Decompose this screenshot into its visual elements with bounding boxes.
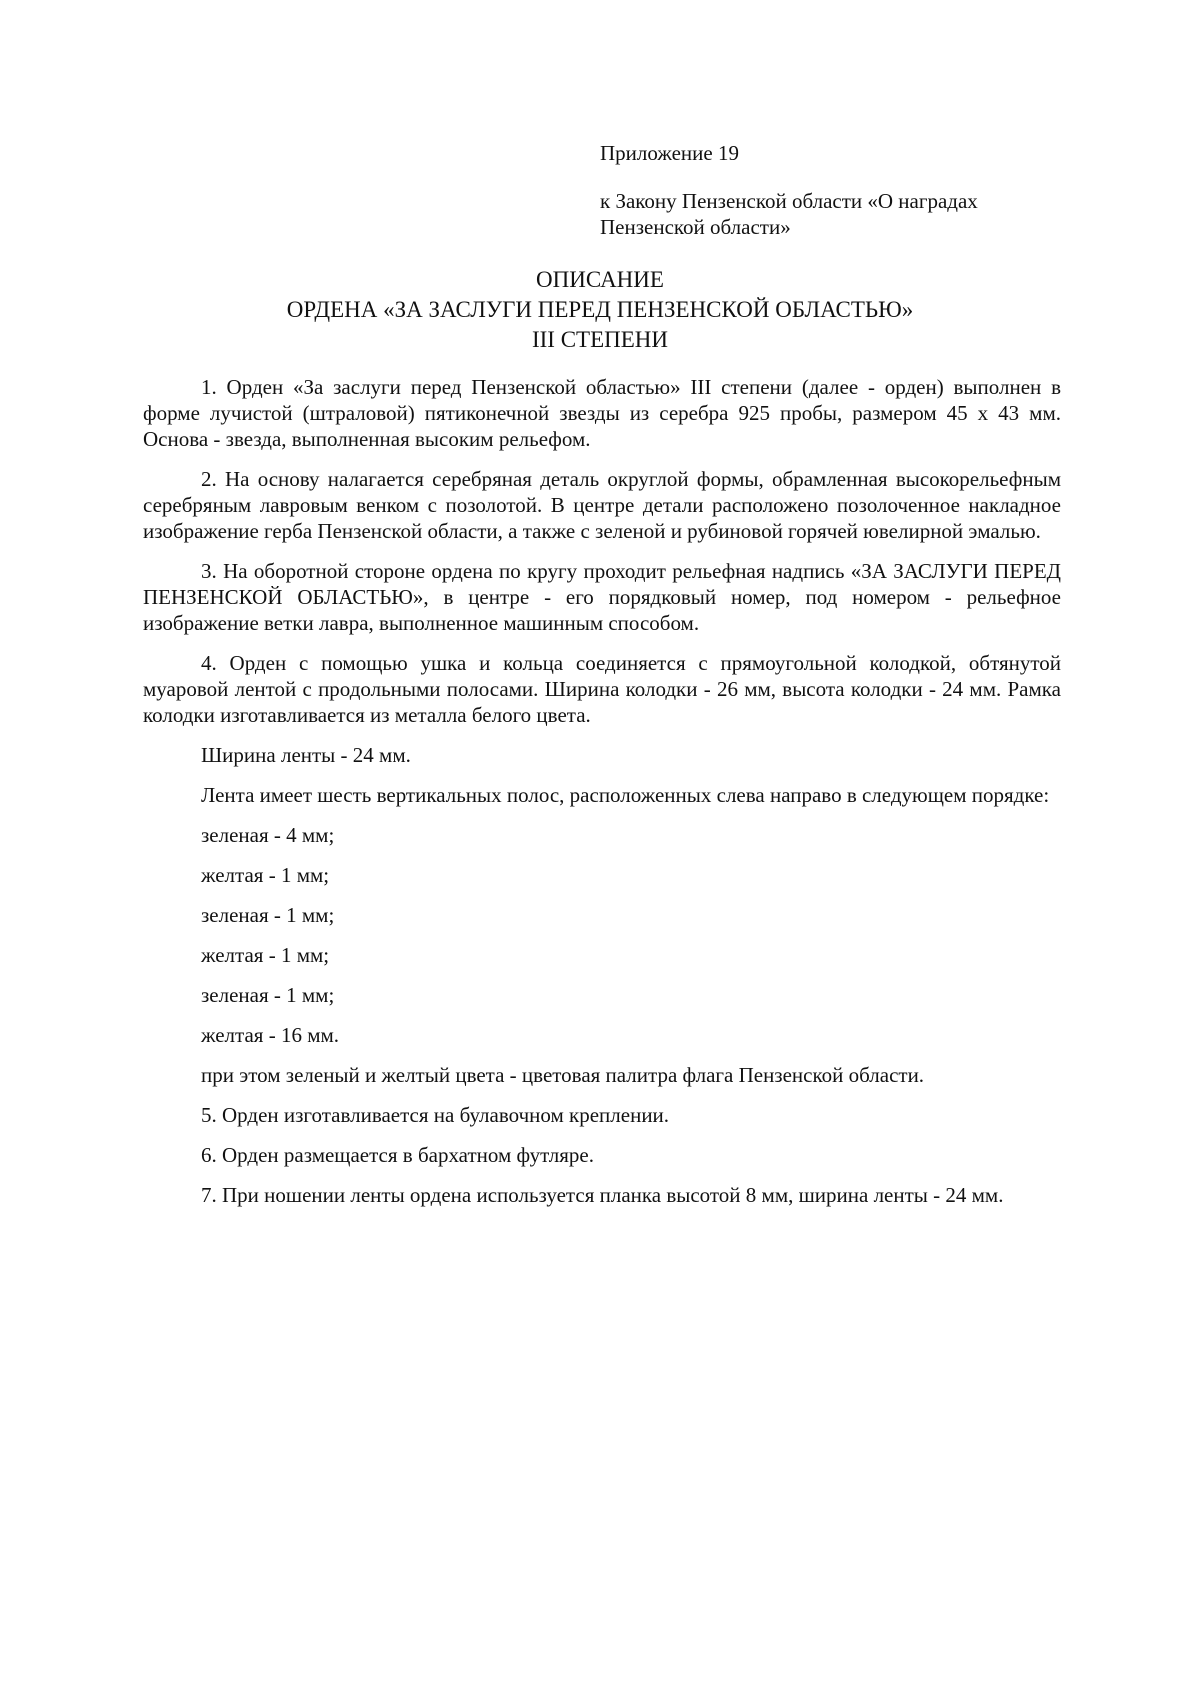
paragraph-7: 7. При ношении ленты ордена используется планка высотой 8 мм, ширина ленты - 24 мм. [201, 1183, 1004, 1207]
paragraph-5: 5. Орден изготавливается на булавочном креплении. [201, 1103, 670, 1127]
title-line-2: ОРДЕНА «ЗА ЗАСЛУГИ ПЕРЕД ПЕНЗЕНСКОЙ ОБЛАСТЬЮ» [286, 297, 914, 322]
title-line-3: III СТЕПЕНИ [531, 327, 669, 352]
paragraph-2: 2. На основу налагается серебряная деталь округлой формы, обрамленная высокорельефным серебряным лавровым венком с позолотой. В центре детали расположено позолоченное накладное изображение герба Пензенской области, а также с зеленой и рубиновой горячей ювелирной эмалью. [143, 467, 1061, 543]
stripe-item: желтая - 1 мм; [201, 863, 330, 887]
title-line-1: ОПИСАНИЕ [536, 267, 664, 292]
stripe-item: желтая - 1 мм; [201, 943, 330, 967]
appendix-header [600, 140, 1080, 240]
paragraph-6: 6. Орден размещается в бархатном футляре. [201, 1143, 594, 1167]
appendix-reference: к Закону Пензенской области «О наградах Пензенской области» [600, 189, 978, 239]
stripe-item: зеленая - 4 мм; [201, 823, 335, 847]
paragraph-1: 1. Орден «За заслуги перед Пензенской областью» III степени (далее - орден) выполнен в форме лучистой (штраловой) пятиконечной звезды из серебра 925 пробы, размером 45 x 43 мм. Основа - звезда, выполненная высоким рельефом. [143, 375, 1061, 451]
stripes-intro: Лента имеет шесть вертикальных полос, расположенных слева направо в следующем порядке: [201, 783, 1050, 807]
paragraph-4: 4. Орден с помощью ушка и кольца соединяется с прямоугольной колодкой, обтянутой муаровой лентой с продольными полосами. Ширина колодки - 26 мм, высота колодки - 24 мм. Рамка колодки изготавливается из металла белого цвета. [143, 651, 1061, 727]
stripe-item: желтая - 16 мм. [201, 1023, 340, 1047]
palette-note: при этом зеленый и желтый цвета - цветовая палитра флага Пензенской области. [201, 1063, 925, 1087]
stripe-item: зеленая - 1 мм; [201, 983, 335, 1007]
document-body [143, 374, 1061, 1222]
ribbon-width-line: Ширина ленты - 24 мм. [201, 743, 411, 767]
document-title [140, 265, 1060, 355]
appendix-number: Приложение 19 [600, 141, 739, 165]
paragraph-3: 3. На оборотной стороне ордена по кругу проходит рельефная надпись «ЗА ЗАСЛУГИ ПЕРЕД ПЕНЗЕНСКОЙ ОБЛАСТЬЮ», в центре - его порядковый номер, под номером - рельефное изображение ветки лавра, выполненное машинным способом. [143, 559, 1061, 635]
stripe-item: зеленая - 1 мм; [201, 903, 335, 927]
